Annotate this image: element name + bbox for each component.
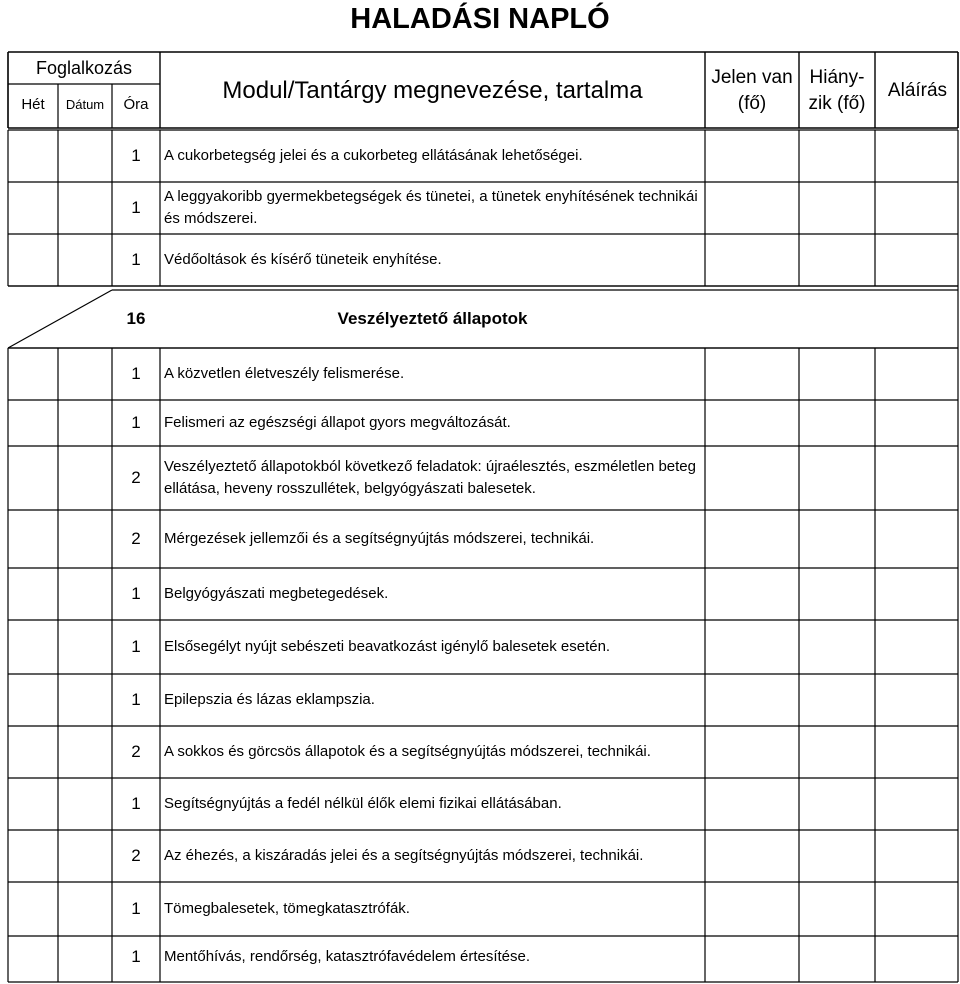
row-ora: 1 bbox=[131, 690, 141, 709]
header-jelen-van bbox=[705, 54, 799, 128]
row-text: Segítségnyújtás a fedél nélkül élők elemi fizikai ellátásában. bbox=[164, 795, 562, 812]
row-ora: 2 bbox=[131, 529, 141, 548]
header-ora: Óra bbox=[123, 96, 149, 113]
row-ora: 1 bbox=[131, 584, 141, 603]
row-ora: 1 bbox=[131, 947, 141, 966]
row-text: A leggyakoribb gyermekbetegségek és tünetei, a tünetek enyhítésének technikái és módszerei. bbox=[164, 188, 698, 227]
row-text: A cukorbetegség jelei és a cukorbeteg ellátásának lehetőségei. bbox=[164, 147, 583, 164]
row-ora: 1 bbox=[131, 794, 141, 813]
header-het: Hét bbox=[21, 96, 45, 113]
row-text: Tömegbalesetek, tömegkatasztrófák. bbox=[164, 900, 410, 917]
header-jelen-van-line2: (fő) bbox=[737, 93, 767, 114]
row-text: Mentőhívás, rendőrség, katasztrófavédelem értesítése. bbox=[164, 948, 531, 965]
row-text: Védőoltások és kísérő tüneteik enyhítése. bbox=[164, 251, 442, 268]
row-ora: 1 bbox=[131, 250, 141, 269]
row-ora: 1 bbox=[131, 413, 141, 432]
row-ora: 2 bbox=[131, 846, 141, 865]
row-text: Belgyógyászati megbetegedések. bbox=[164, 585, 389, 602]
row-text: Veszélyeztető állapotokból következő feladatok: újraélesztés, eszméletlen beteg ellátása, heveny rosszullétek, belgyógyászati balesetek. bbox=[164, 458, 696, 497]
row-text: A közvetlen életveszély felismerése. bbox=[164, 365, 405, 382]
row-ora: 1 bbox=[131, 899, 141, 918]
row-text: Mérgezések jellemzői és a segítségnyújtás módszerei, technikái. bbox=[164, 530, 595, 547]
row-ora: 1 bbox=[131, 146, 141, 165]
row-text: Felismeri az egészségi állapot gyors megváltozását. bbox=[164, 414, 511, 431]
header-jelen-van-line1: Jelen van bbox=[711, 67, 793, 88]
module-ora: 16 bbox=[126, 309, 146, 328]
row-text: Elsősegélyt nyújt sebészeti beavatkozást igénylő balesetek esetén. bbox=[164, 638, 611, 655]
header-alairas: Aláírás bbox=[887, 80, 948, 101]
header-hianyzik bbox=[799, 54, 875, 128]
row-text: A sokkos és görcsös állapotok és a segítségnyújtás módszerei, technikái. bbox=[164, 743, 651, 760]
row-text: Epilepszia és lázas eklampszia. bbox=[164, 691, 375, 708]
row-ora: 1 bbox=[131, 637, 141, 656]
header-hianyzik-line1: Hiány- bbox=[809, 67, 865, 88]
header-foglalkozas: Foglalkozás bbox=[35, 58, 133, 78]
page-title: HALADÁSI NAPLÓ bbox=[350, 3, 610, 35]
header-modul: Modul/Tantárgy megnevezése, tartalma bbox=[222, 77, 643, 104]
header-hianyzik-line2: zik (fő) bbox=[808, 93, 866, 114]
grid-line bbox=[8, 290, 112, 348]
row-ora: 1 bbox=[131, 364, 141, 383]
header-datum: Dátum bbox=[65, 97, 105, 112]
row-ora: 2 bbox=[131, 468, 141, 487]
module-title: Veszélyeztető állapotok bbox=[337, 309, 528, 328]
row-ora: 1 bbox=[131, 198, 141, 217]
row-text: Az éhezés, a kiszáradás jelei és a segítségnyújtás módszerei, technikái. bbox=[164, 847, 644, 864]
row-ora: 2 bbox=[131, 742, 141, 761]
